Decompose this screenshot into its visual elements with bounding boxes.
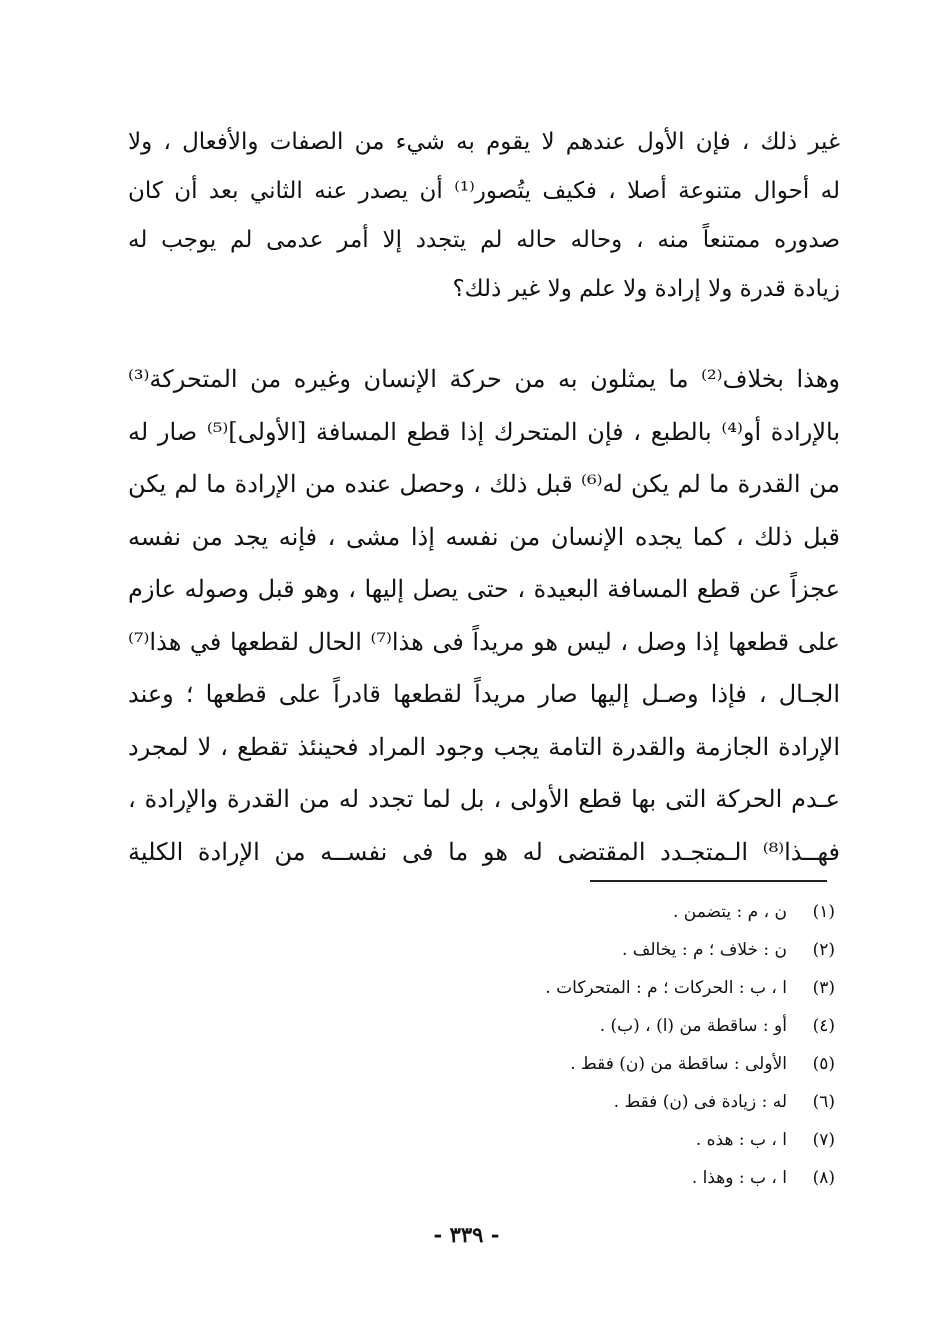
footnote-number: (١) (812, 902, 835, 922)
footnotes (415, 893, 835, 1197)
text-line: له أحوال متنوعة أصلا ، فكيف يتُصور⁽¹⁾ أن يصدر عنه الثاني بعد أن كان (128, 178, 840, 204)
paragraph-2 (128, 353, 840, 878)
footnote-text: أو : ساقطة من (ا) ، (ب) . (599, 1016, 787, 1036)
page-number: - ٣٣٩ - (433, 1222, 500, 1247)
footnote-text: ن ، م : يتضمن . (672, 902, 787, 922)
footnote (415, 1007, 835, 1045)
text-line: بالإرادة أو⁽⁴⁾ بالطبع ، فإن المتحرك إذا قطع المسافة [الأولى]⁽⁵⁾ صار له (128, 417, 840, 446)
footnote (415, 893, 835, 931)
footnote-divider (590, 880, 827, 882)
text-line: عجزاً عن قطع المسافة البعيدة ، حتى يصل إليها ، وهو قبل وصوله عازم (128, 575, 840, 603)
footnote (415, 931, 835, 969)
text-line: زيادة قدرة ولا إرادة ولا علم ولا غير ذلك؟ (452, 276, 840, 302)
footnote-text: له : زيادة فى (ن) فقط . (613, 1092, 787, 1112)
text-line: على قطعها إذا وصل ، ليس هو مريداً فى هذا⁽⁷⁾ الحال لقطعها في هذا⁽⁷⁾ (128, 627, 840, 656)
footnote (415, 1083, 835, 1121)
text-line: قبل ذلك ، كما يجده الإنسان من نفسه إذا مشى ، فإنه يجد من نفسه (128, 522, 840, 551)
footnote-number: (٢) (812, 940, 835, 960)
text-line: عـدم الحركة التى بها قطع الأولى ، بل لما تجدد له من القدرة والإرادة ، (128, 785, 840, 813)
text-line: غير ذلك ، فإن الأول عندهم لا يقوم به شيء من الصفات والأفعال ، ولا (128, 129, 840, 155)
footnote-text: الأولى : ساقطة من (ن) فقط . (570, 1054, 787, 1074)
text-line: فهــذا⁽⁸⁾ الـمتجـدد المقتضى له هو ما فى نفســه من الإرادة الكلية (128, 837, 840, 866)
footnote-number: (٧) (812, 1130, 835, 1150)
text-line: من القدرة ما لم يكن له⁽⁶⁾ قبل ذلك ، وحصل عنده من الإرادة ما لم يكن (128, 470, 840, 498)
footnote (415, 1159, 835, 1197)
paragraph-1 (128, 118, 840, 314)
footnote-text: ا ، ب : وهذا . (691, 1168, 787, 1188)
text-line: صدوره ممتنعاً منه ، وحاله حاله لم يتجدد إلا أمر عدمى لم يوجب له (128, 227, 840, 253)
footnote-number: (٣) (812, 978, 835, 998)
footnote-number: (٥) (812, 1054, 835, 1074)
footnote-number: (٦) (812, 1092, 835, 1112)
footnote (415, 1045, 835, 1083)
footnote (415, 969, 835, 1007)
footnote (415, 1121, 835, 1159)
footnote-text: ن : خلاف ؛ م : يخالف . (621, 940, 787, 960)
footnote-number: (٨) (812, 1168, 835, 1188)
footnote-text: ا ، ب : الحركات ؛ م : المتحركات . (545, 978, 787, 998)
text-line: الإرادة الجازمة والقدرة التامة يجب وجود المراد فحينئذ تقطع ، لا لمجرد (128, 732, 840, 761)
text-line: وهذا بخلاف⁽²⁾ ما يمثلون به من حركة الإنسان وغيره من المتحركة⁽³⁾ (128, 365, 840, 393)
footnote-text: ا ، ب : هذه . (695, 1130, 787, 1150)
text-line: الجـال ، فإذا وصـل إليها صار مريداً لقطعها قادراً على قطعها ؛ وعند (128, 680, 840, 708)
footnote-number: (٤) (812, 1016, 835, 1036)
